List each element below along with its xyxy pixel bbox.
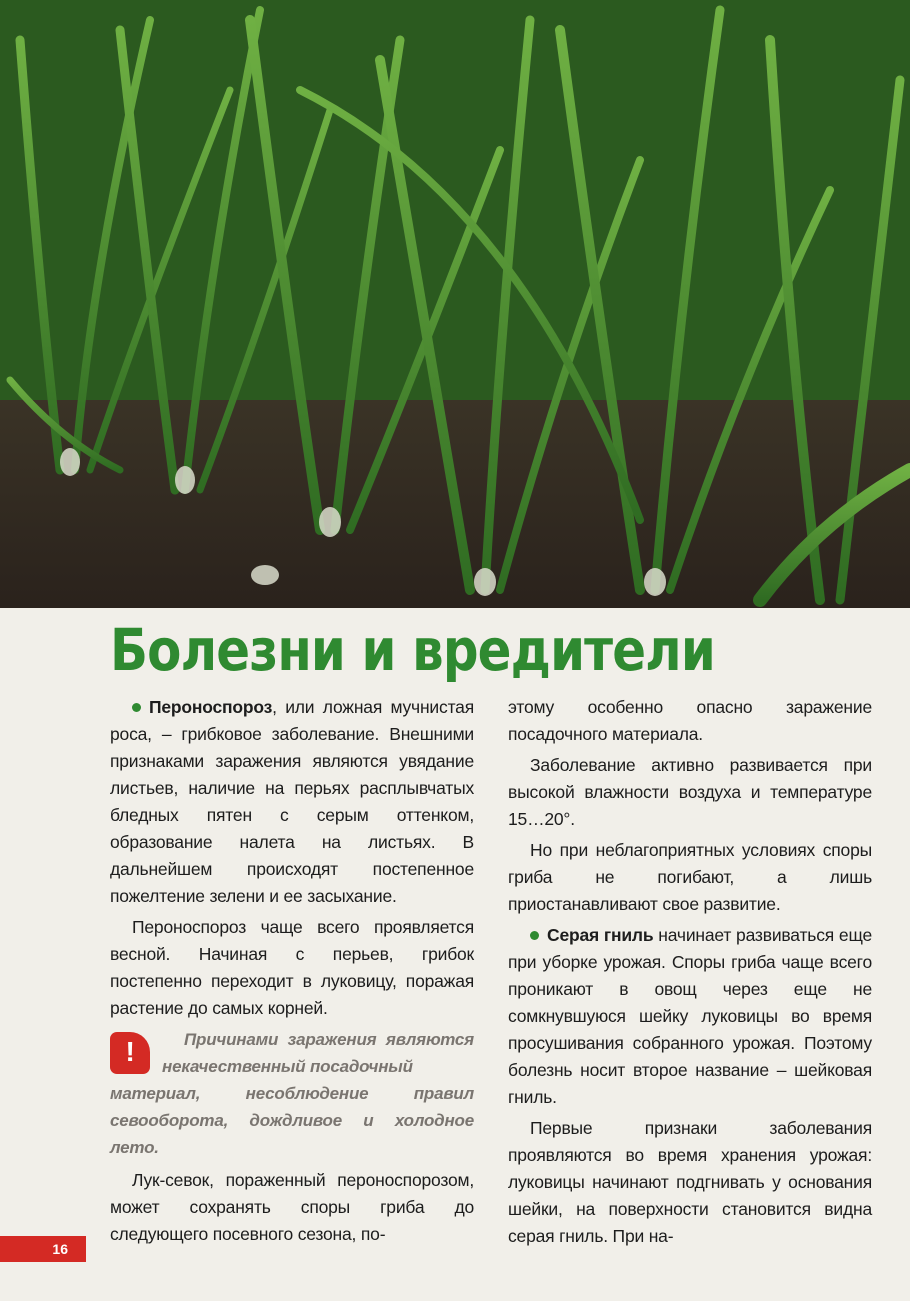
paragraph-peronosporosis	[110, 694, 474, 910]
term-grey-rot: Серая гниль	[547, 925, 654, 945]
term-peronosporosis: Пероноспороз	[149, 697, 273, 717]
page-number-tab	[0, 1236, 86, 1262]
warning-note-text: Причинами заражения являются некачественный посадочный материал, несоблюдение правил севооборота, дождливое и холодное лето.	[110, 1030, 474, 1157]
bullet-icon	[132, 703, 141, 712]
paragraph: Пероноспороз чаще всего проявляется весной. Начиная с перьев, грибок постепенно переходит в луковицу, поражая растение до самых корней.	[110, 917, 474, 1018]
paragraph: Но при неблагоприятных условиях споры гриба не погибают, а лишь приостанавливают свое развитие.	[508, 840, 872, 914]
paragraph-text: , или ложная мучнистая роса, – грибковое заболевание. Внешними признаками заражения являются увядание листьев, наличие на перьях расплывчатых бледных пятен с серым оттенком, образование налета на листьях. В дальнейшем происходят постепенное пожелтение зелени и ее засыхание.	[110, 697, 474, 906]
paragraph-grey-rot	[508, 922, 872, 1111]
page-number: 16	[52, 1241, 68, 1257]
onion-photo	[0, 0, 910, 608]
paragraph: Первые признаки заболевания проявляются во время хранения урожая: луковицы начинают подгнивать у основания шейки, на поверхности становится видна серая гниль. При на-	[508, 1118, 872, 1246]
paragraph: Лук-севок, пораженный пероноспорозом, может сохранять споры гриба до следующего посевного сезона, по-	[110, 1170, 474, 1244]
paragraph-continued: этому особенно опасно заражение посадочного материала.	[508, 697, 872, 744]
paragraph-text: начинает развиваться еще при уборке урожая. Споры гриба чаще всего проникают в овощ через еще не сомкнувшуюся шейку луковицы во время просушивания собранного урожая. Поэтому болезнь носит второе название – шейковая гниль.	[508, 925, 872, 1107]
bullet-icon	[530, 931, 539, 940]
exclamation-icon: !	[110, 1032, 150, 1074]
warning-note	[110, 1026, 474, 1161]
right-column	[508, 694, 872, 1254]
page-title: Болезни и вредители	[110, 616, 715, 684]
paragraph: Заболевание активно развивается при высокой влажности воздуха и температуре 15…20°.	[508, 755, 872, 829]
left-column	[110, 694, 474, 1252]
green-onion-plants-icon	[0, 0, 910, 608]
